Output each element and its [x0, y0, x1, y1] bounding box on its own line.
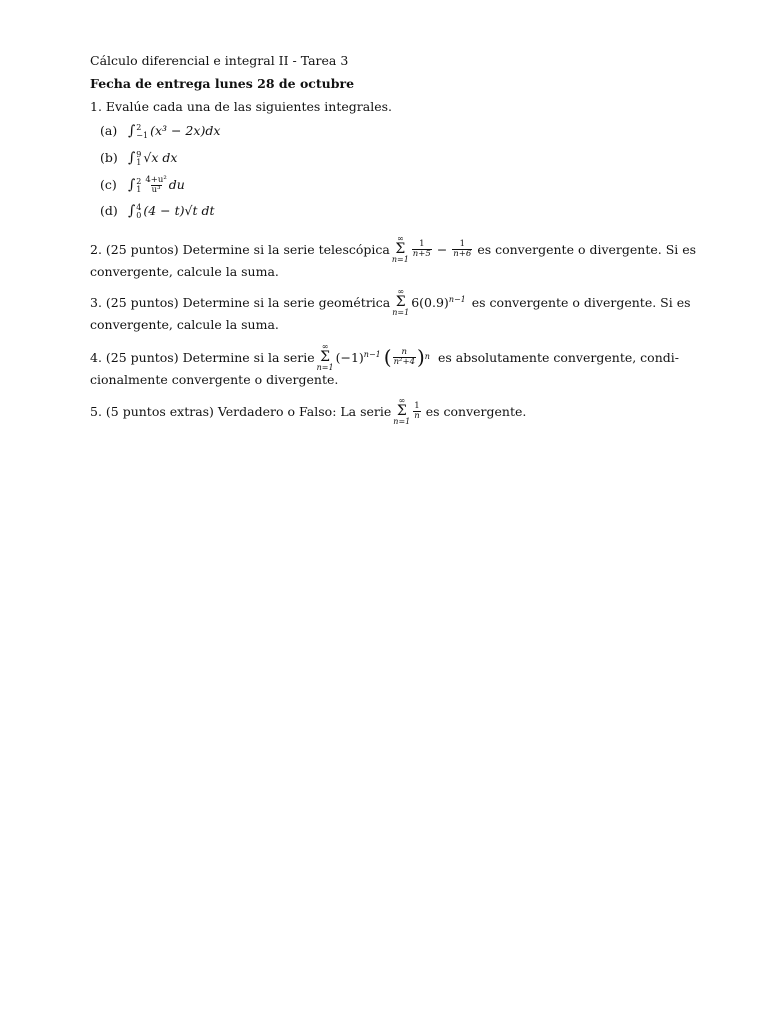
question-3-text-after: es convergente o divergente. Si es	[471, 294, 691, 310]
summation-symbol: ∞ Σ n=1	[393, 396, 411, 426]
item-label: (c)	[100, 177, 117, 192]
integral-limits: 9 1	[136, 149, 142, 167]
integrand-fraction: $\frac{\text{4+u²}}{\text{u³}}$	[145, 175, 167, 195]
alternating-sign: $(-1)^{n-1}$	[335, 349, 381, 365]
question-4-text-after: es absolutamente convergente, condi-	[437, 349, 679, 365]
document-title: Cálculo diferencial e integral II - Tarea 3	[90, 53, 349, 68]
question-4-text: 4. (25 puntos) Determine si la serie	[90, 349, 315, 365]
integrand: (x³ − 2x)dx	[150, 123, 221, 138]
question-2-text-after: es convergente o divergente. Si es	[477, 241, 697, 257]
integral-limits: 2 1	[136, 176, 142, 194]
integral-item-c	[100, 176, 185, 195]
integral-limits: 4 0	[136, 202, 142, 220]
summation-symbol: ∞ Σ n=1	[316, 342, 334, 372]
question-3	[90, 287, 691, 332]
integral-sign: ∫	[127, 123, 136, 139]
integrand: (4 − t)√t dt	[143, 203, 215, 218]
fraction-2: $\frac{1}{n+6}$	[453, 238, 472, 259]
summation-symbol: ∞ Σ n=1	[392, 287, 410, 317]
integral-limits: 2 −1	[136, 122, 149, 140]
question-1-intro: 1. Evalúe cada una de las siguientes integrales.	[90, 99, 392, 114]
question-2-text: 2. (25 puntos) Determine si la serie telescópica	[90, 241, 390, 257]
integral-item-d	[100, 203, 215, 220]
fraction: $\frac{1}{n}$	[414, 400, 420, 421]
item-label: (a)	[100, 123, 118, 138]
fraction-1: $\frac{1}{n+5}$	[412, 238, 431, 259]
integral-item-a	[100, 123, 220, 140]
question-4: 4. (25 puntos) Determine si la serie ∞ Σ n=1 $(-1)^{n-1}$ ( $\frac{n}{\text{n²+4}}$ ) n es absolutamente convergente, condi- cionalmente convergente o divergente.	[90, 342, 679, 387]
integral-sign: ∫	[127, 203, 136, 219]
question-5-text: 5. (5 puntos extras) Verdadero o Falso: La serie	[90, 403, 392, 419]
item-label: (b)	[100, 150, 118, 165]
series-term: $6(0.9)^{n-1}$	[411, 294, 466, 310]
integral-sign: ∫	[127, 150, 136, 166]
integral-sign: ∫	[127, 177, 136, 193]
summation-symbol: ∞ Σ n=1	[391, 234, 409, 264]
question-4-line-2: cionalmente convergente o divergente.	[90, 372, 339, 387]
integrand-differential: du	[168, 177, 185, 192]
question-2-line-2: convergente, calcule la suma.	[90, 264, 279, 279]
question-5	[90, 396, 670, 426]
inner-fraction: $\frac{n}{\text{n²+4}}$	[393, 346, 415, 367]
integral-item-b	[100, 150, 177, 167]
question-3-line-2: convergente, calcule la suma.	[90, 317, 279, 332]
question-2: 2. (25 puntos) Determine si la serie telescópica ∞ Σ n=1 $\frac{1}{n+5}$ − $\frac{1}{n+6}$ es convergente o divergente. Si es convergente, calcule la suma.	[90, 234, 697, 279]
due-date: Fecha de entrega lunes 28 de octubre	[90, 76, 355, 91]
item-label: (d)	[100, 203, 118, 218]
question-3-text: 3. (25 puntos) Determine si la serie geométrica	[90, 294, 391, 310]
question-5-text-after: es convergente.	[425, 403, 527, 419]
integrand: √x dx	[143, 150, 178, 165]
